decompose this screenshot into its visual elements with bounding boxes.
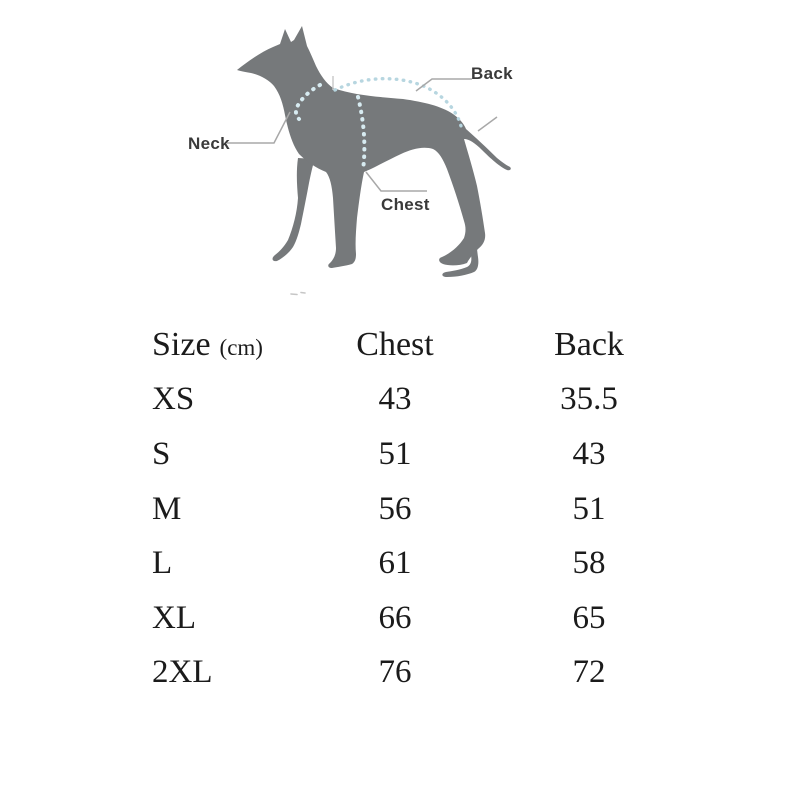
- chest-column-header: Chest: [356, 326, 434, 364]
- size-column-header: [152, 326, 312, 364]
- size-unit-text: (cm): [219, 335, 263, 361]
- size-cell: XL: [152, 599, 196, 636]
- dog-body-silhouette: [237, 26, 511, 268]
- back-label: Back: [471, 64, 513, 83]
- back-cell: 72: [572, 654, 606, 691]
- chest-cell: 56: [378, 490, 412, 527]
- table-row-l: [152, 536, 700, 591]
- size-chart-table: [152, 318, 700, 700]
- chest-label: Chest: [381, 195, 430, 214]
- table-row-m: [152, 482, 700, 537]
- neck-leader-line: [227, 112, 290, 143]
- dog-silhouette-graphic: [170, 0, 570, 310]
- size-cell: L: [152, 545, 173, 582]
- size-cell: M: [152, 490, 182, 527]
- ground-smudge-mark: [291, 293, 305, 295]
- size-header-text: Size: [152, 326, 211, 364]
- chest-leader-line: [366, 172, 427, 191]
- dog-measurement-diagram: [0, 0, 800, 310]
- back-cell: 65: [572, 599, 606, 636]
- size-cell: S: [152, 435, 171, 472]
- chest-cell: 66: [378, 599, 412, 636]
- size-cell: 2XL: [152, 654, 213, 691]
- back-cell: 51: [572, 490, 606, 527]
- back-leader-line: [416, 79, 472, 91]
- back-cell: 58: [572, 545, 606, 582]
- tail-leader-line: [478, 117, 497, 131]
- chest-cell: 43: [378, 381, 412, 418]
- neck-label: Neck: [188, 134, 230, 153]
- table-row-xl: [152, 591, 700, 646]
- table-row-2xl: [152, 646, 700, 701]
- size-cell: XS: [152, 381, 195, 418]
- dog-far-front-leg: [273, 158, 315, 261]
- table-header-row: [152, 318, 700, 373]
- back-cell: 43: [572, 435, 606, 472]
- table-row-s: [152, 427, 700, 482]
- chest-cell: 51: [378, 435, 412, 472]
- chest-cell: 61: [378, 545, 412, 582]
- back-cell: 35.5: [560, 381, 618, 418]
- table-row-xs: [152, 373, 700, 428]
- back-column-header: Back: [554, 326, 624, 364]
- chest-cell: 76: [378, 654, 412, 691]
